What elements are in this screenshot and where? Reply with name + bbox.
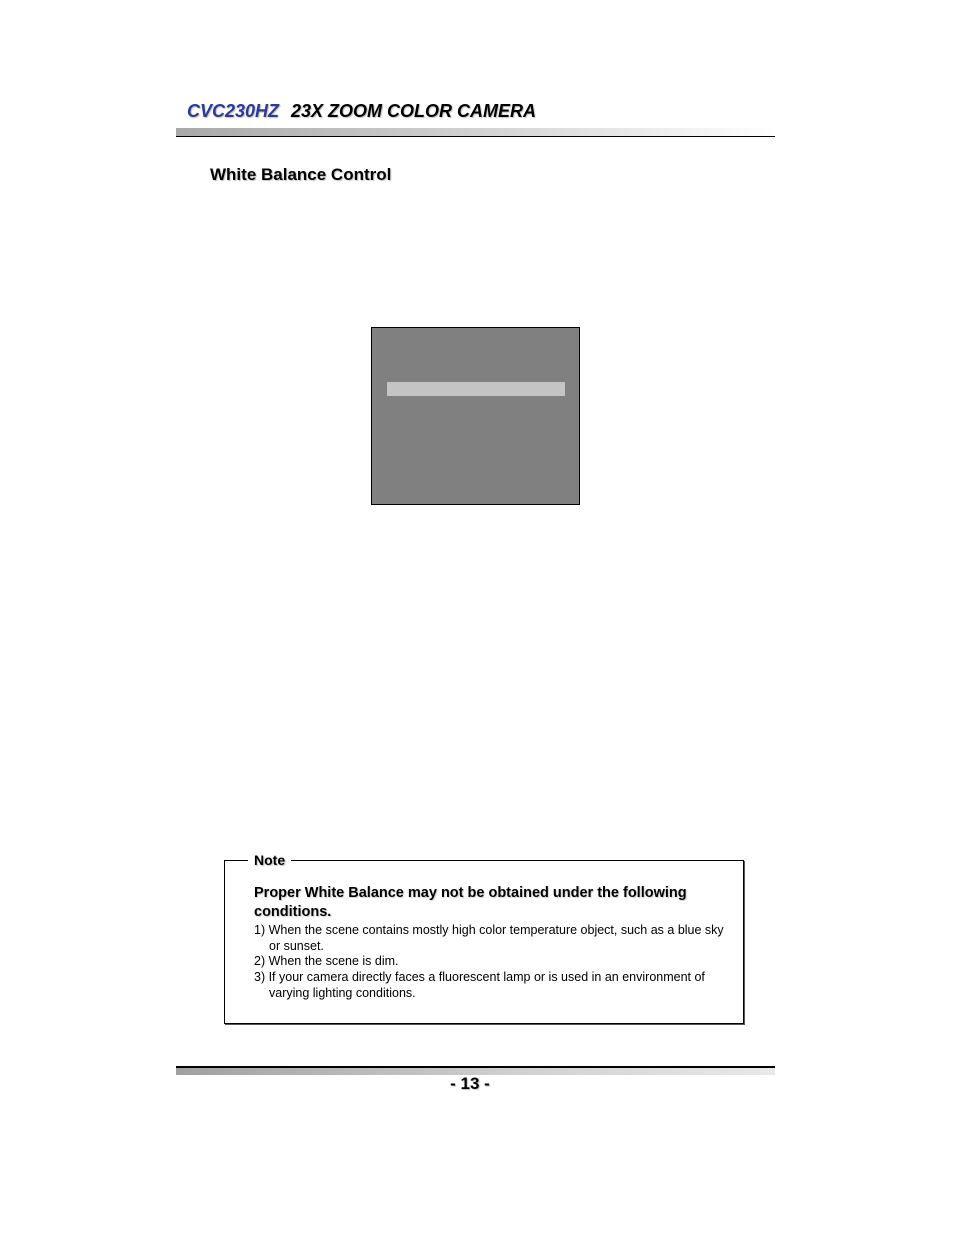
header-model: CVC230HZ [187, 101, 280, 121]
header-product: 23X ZOOM COLOR CAMERA [291, 101, 537, 121]
note-heading: Proper White Balance may not be obtained under the following conditions. [254, 885, 687, 920]
header-gradient-bar [176, 128, 775, 136]
note-list [254, 923, 730, 1002]
page-header [187, 101, 536, 122]
note-item: 3) If your camera directly faces a fluorescent lamp or is used in an environment of varying lighting conditions. [254, 970, 705, 1000]
note-item: 2) When the scene is dim. [254, 954, 399, 969]
osd-selected-row-highlight [387, 382, 565, 396]
section-title: White Balance Control [210, 165, 392, 184]
header-rule [176, 136, 775, 137]
osd-menu-screen [371, 327, 580, 505]
note-label: Note [248, 852, 291, 868]
note-item: 1) When the scene contains mostly high color temperature object, such as a blue sky or sunset. [254, 923, 724, 953]
note-content [254, 884, 730, 1002]
page-number: - 13 - [450, 1074, 490, 1093]
